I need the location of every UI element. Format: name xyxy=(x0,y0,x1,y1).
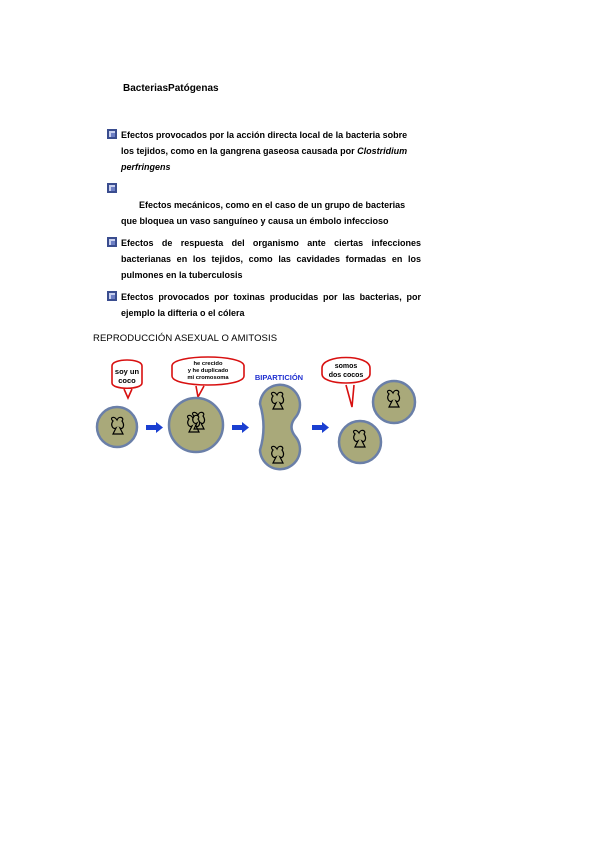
speech-bubble-2 xyxy=(172,357,244,397)
arrow-icon xyxy=(312,422,329,433)
daughter-cell-1 xyxy=(373,381,415,423)
bubble-3-line-2: dos cocos xyxy=(328,372,364,379)
bubble-2-line-2: y he duplicado xyxy=(187,368,229,374)
bullet-item xyxy=(107,127,421,175)
bubble-2-line-3: mi cromosoma xyxy=(187,375,229,381)
bipartition-label: BIPARTICIÓN xyxy=(254,373,304,382)
bullet-text: Efectos mecánicos, como en el caso de un grupo de bacterias que bloquea un vaso sanguíneo y causa un émbolo infeccioso xyxy=(121,200,406,226)
bullet-item xyxy=(107,181,421,229)
bubble-3-line-1: somos xyxy=(334,363,358,370)
amitosis-diagram xyxy=(90,350,420,480)
bubble-1-line-2: coco xyxy=(118,376,136,385)
bullet-icon xyxy=(107,237,117,247)
bubble-2-line-1: he crecido xyxy=(193,361,223,367)
bullet-list xyxy=(107,127,421,327)
bullet-icon xyxy=(107,183,117,193)
bubble-1-line-1: soy un xyxy=(114,367,140,376)
section-title: REPRODUCCIÓN ASEXUAL O AMITOSIS xyxy=(93,333,278,344)
daughter-cell-2 xyxy=(339,421,381,463)
bullet-text: Efectos de respuesta del organismo ante ciertas infecciones bacterianas en los tejidos, como las cavidades formadas en los pulmones en la tuberculosis xyxy=(121,238,421,280)
bullet-item xyxy=(107,235,421,283)
page-heading: BacteriasPatógenas xyxy=(123,83,219,94)
bullet-icon xyxy=(107,129,117,139)
bullet-icon xyxy=(107,291,117,301)
bullet-italic: Clostridium perfringens xyxy=(121,146,408,172)
speech-bubble-1 xyxy=(112,360,142,398)
bullet-text: Efectos provocados por toxinas producidas por las bacterias, por ejemplo la difteria o el cólera xyxy=(121,292,421,318)
arrow-icon xyxy=(146,422,163,433)
bullet-item xyxy=(107,289,421,321)
speech-bubble-3 xyxy=(322,358,370,408)
bullet-text: Efectos provocados por la acción directa local de la bacteria sobre los tejidos, como en la gangrena gaseosa causada por xyxy=(121,130,408,156)
arrow-icon xyxy=(232,422,249,433)
